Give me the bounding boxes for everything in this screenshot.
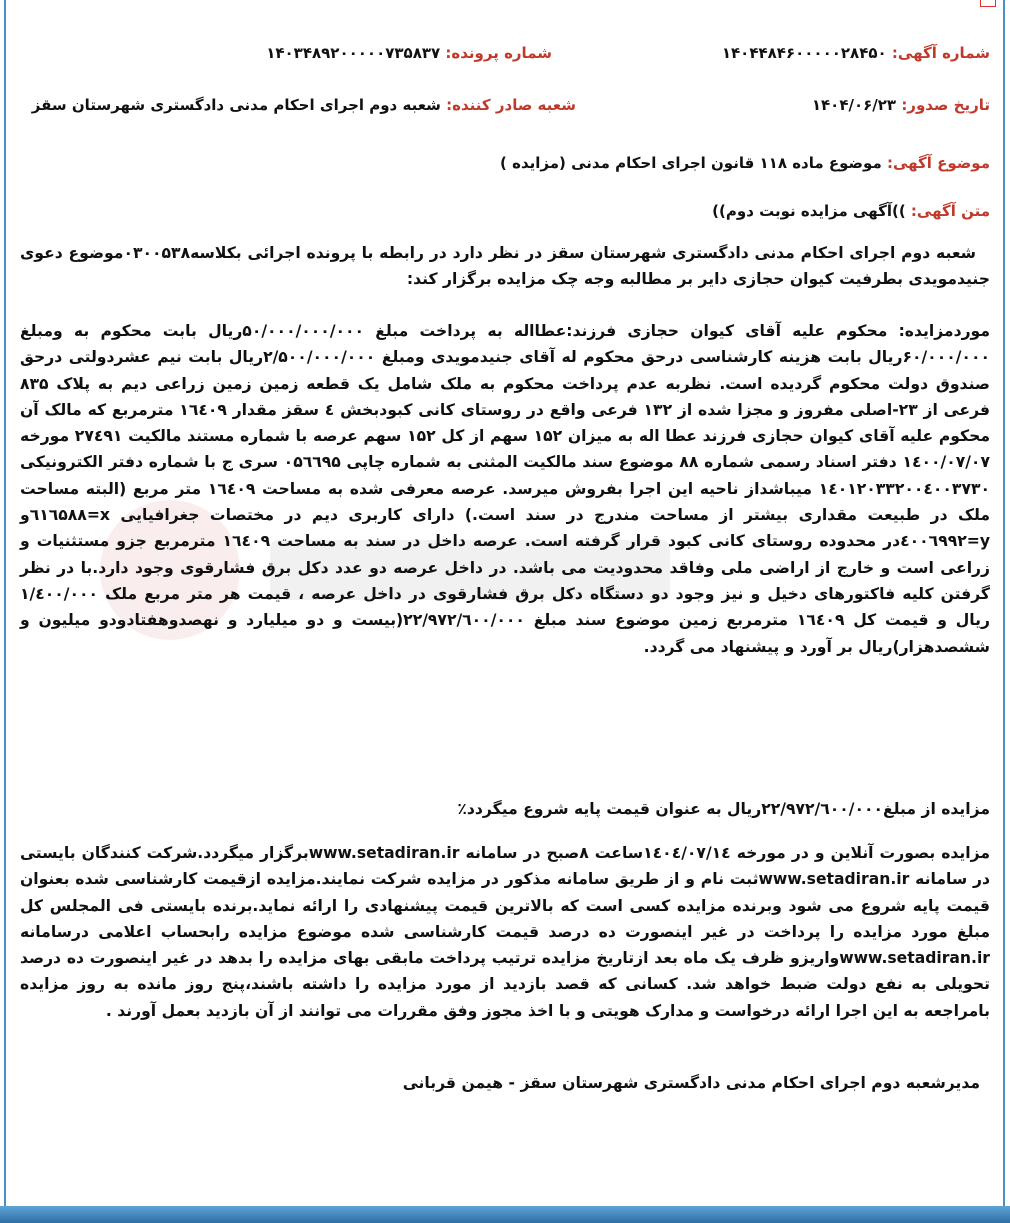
branch-label: شعبه صادر کننده: [446, 96, 576, 114]
text-title-row [712, 202, 990, 220]
start-price-line: مزایده از مبلغ۲۲/۹۷۲/٦۰۰/۰۰۰ریال به عنوان قیمت پایه شروع میگردد٪ [457, 800, 990, 818]
subject: موضوع ماده ۱۱۸ قانون اجرای احکام مدنی (مزایده ) [500, 154, 882, 172]
file-number-row [266, 44, 552, 62]
ad-number-row [722, 44, 990, 62]
corner-mark [980, 0, 996, 7]
procedure-paragraph: مزایده بصورت آنلاین و در مورخه ۱٤۰٤/۰۷/۱٤ساعت ۸صبح در سامانه www.setadiran.irبرگزار میگردد.شرکت کنندگان بایستی در سامانه www.setadiran.irثبت نام و از طریق سامانه مذکور در مزایده شرکت نمایند.مزایده ازقیمت کارشناسی شده بعنوان قیمت پایه شروع می شود وبرنده مزایده کسی است که بالاترین قیمت پیشنهادی را ارائه نماید.برنده بایستی فی المجلس کل مبلغ مورد مزایده را پرداخت در غیر اینصورت ده درصد قیمت کارشناسی شده موضوع مزایده رابحساب اعلامی درسامانه www.setadiran.irواریزو ظرف یک ماه بعد ازتاریخ مزایده ترتیب پرداخت مابقی بهای مزایده را بدهد در غیر اینصورت ده درصد تحویلی به نفع دولت ضبط خواهد شد. کسانی که قصد بازدید از مورد مزایده را داشته باشند،پنج روز مانده به روز مزایده بامراجعه به این اجرا ارائه درخواست و مدارک هویتی و با اخذ مجوز وفق مقررات می توانند از آن بازدید بعمل آورند . [20, 844, 990, 1020]
ad-number-label: شماره آگهی: [891, 44, 990, 62]
details-paragraph: موردمزایده: محکوم علیه آقای کیوان حجازی فرزند:عطااله به پرداخت مبلغ ۵۰/۰۰۰/۰۰۰/۰۰۰ریال بابت محکوم به ومبلغ ۶۰/۰۰۰/۰۰۰ریال بابت هزینه کارشناسی درحق محکوم له آقای جنیدمویدی ومبلغ ۲/۵۰۰/۰۰۰/۰۰۰ریال بابت نیم عشردولتی درحق صندوق دولت محکوم گردیده است. نظربه عدم پرداخت محکوم به ملک شامل یک قطعه زمین زمین زراعی دیم به پلاک ۸۳۵ فرعی از ۲۳-اصلی مفروز و مجزا شده از ۱۳۲ فرعی واقع در روستای کانی کبودبخش ٤ سقز مقدار ۱٦٤۰۹ مترمربع که مالک آن محکوم علیه آقای کیوان حجازی فرزند عطا اله به میزان ۱۵۲ سهم از کل ۱۵۲ سهم عرصه با شماره مستند مالکیت ۲۷٤۹۱ مورخه ۱٤۰۰/۰۷/۰۷ دفتر اسناد رسمی شماره ۸۸ موضوع سند مالکیت المثنی به شماره چاپی ۰۵٦٦۹۵ سری ج با شماره دفتر الکترونیکی ۱٤۰۱۲۰۳۳۲۰۰٤۰۰۳۷۳۰ میباشداز ناحیه این اجرا بفروش میرسد. عرصه معرفی شده به مساحت ۱٦٤۰۹ متر مربع (البته مساحت ملک در طبیعت مقداری بیشتر از مساحت مندرج در سند است.) دارای کاربری دیم در مختصات جغرافیایی x=٦۱٦۵۸۸و y=٤۰۰٦۹۹۲در محدوده روستای کانی کبود قرار گرفته است. عرصه داخل در سند به مساحت ۱٦٤۰۹ مترمربع جزو مستثنیات و زراعی است و خارج از اراضی ملی وفاقد محدودیت می باشد. در داخل عرصه دو عدد دکل برق فشارقوی وجود دارد.با در نظر گرفتن کلیه فاکتورهای دخیل و نیز وجود دو دستگاه دکل برق فشارقوی در داخل عرصه ، قیمت هر متر مربع ملک ۱/٤۰۰/۰۰۰ ریال و قیمت کل ۱٦٤۰۹ مترمربع زمین موضوع سند مبلغ ۲۲/۹۷۲/٦۰۰/۰۰۰(بیست و دو میلیارد و نهصدوهفتادودو میلیون و ششصدهزار)ریال بر آورد و پیشنهاد می گردد. [20, 322, 991, 656]
text-label: متن آگهی: [910, 202, 990, 220]
file-number: ۱۴۰۳۴۸۹۲۰۰۰۰۰۷۳۵۸۳۷ [266, 44, 441, 62]
branch: شعبه دوم اجرای احکام مدنی دادگستری شهرستان سقز [31, 96, 441, 114]
ad-number: ۱۴۰۴۴۸۴۶۰۰۰۰۰۲۸۴۵۰ [721, 44, 887, 62]
intro-paragraph: شعبه دوم اجرای احکام مدنی دادگستری شهرستان سقز در نظر دارد در رابطه با پرونده اجرائی بکلاسه۰۳۰۰۵۳۸موضوع دعوی جنیدمویدی بطرفیت کیوان حجازی دایر بر مطالبه وجه چک مزایده برگزار کند: [20, 244, 990, 289]
subject-label: موضوع آگهی: [886, 154, 990, 172]
branch-row [32, 96, 576, 114]
issue-date-row [812, 96, 990, 114]
text-title: ))آگهی مزایده نوبت دوم)) [712, 202, 906, 220]
issue-date: ۱۴۰۴/۰۶/۲۳ [811, 96, 897, 114]
issue-date-label: تاریخ صدور: [901, 96, 990, 114]
bottom-bar [0, 1206, 1010, 1223]
subject-row [500, 154, 990, 172]
file-number-label: شماره پرونده: [445, 44, 552, 62]
signature-line: مدیرشعبه دوم اجرای احکام مدنی دادگستری شهرستان سقز - هیمن قربانی [402, 1074, 980, 1092]
